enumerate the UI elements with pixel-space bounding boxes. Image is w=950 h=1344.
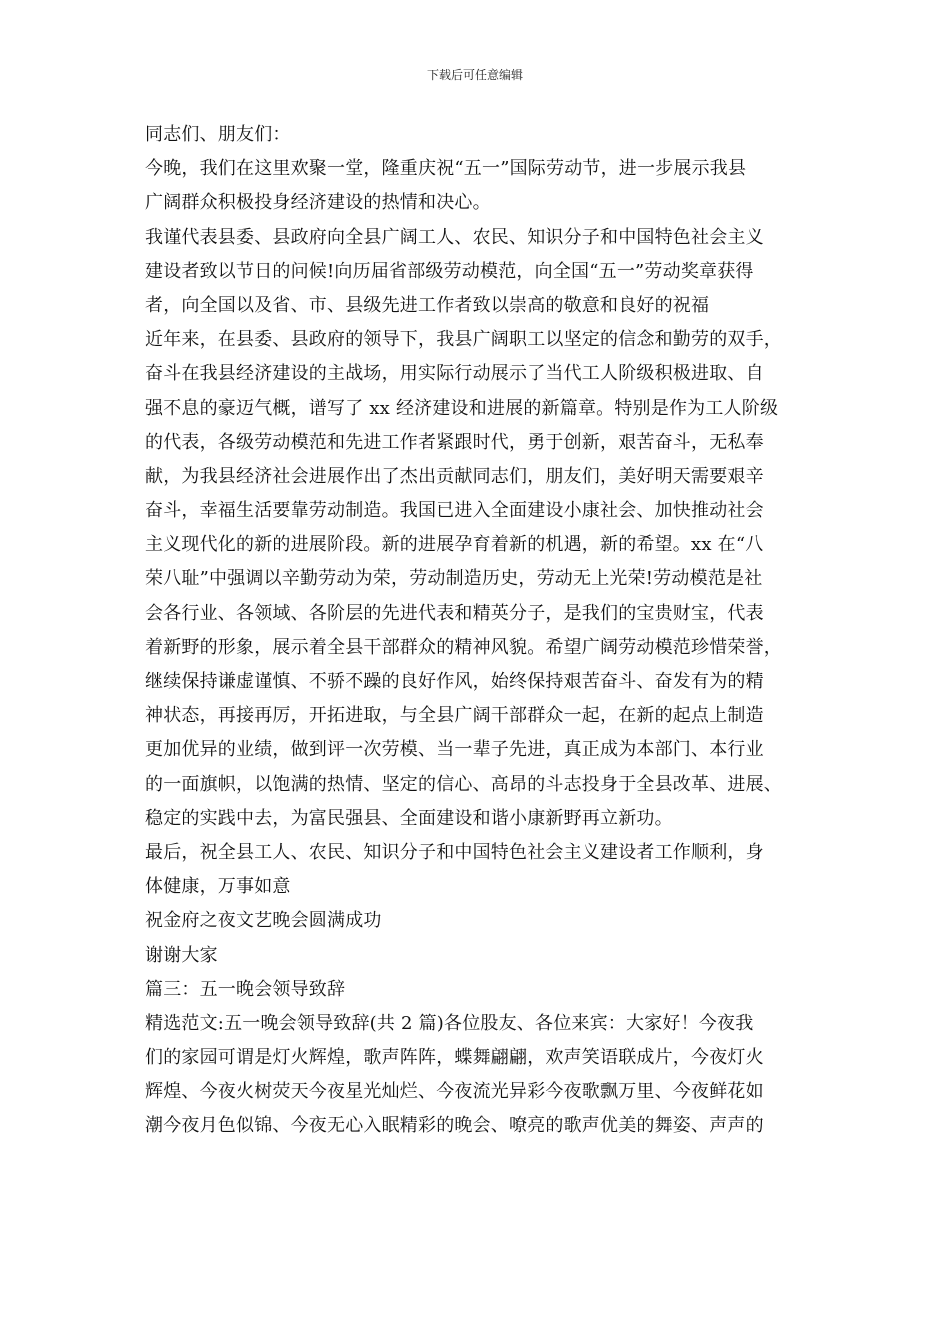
document-body — [145, 118, 825, 1144]
text-line: 近年来，在县委、县政府的领导下，我县广阔职工以坚定的信念和勤劳的双手， — [145, 329, 782, 351]
text-line: 奋斗，幸福生活要靠劳动制造。我国已进入全面建设小康社会、加快推动社会 — [145, 500, 764, 522]
text-line: 们的家园可谓是灯火辉煌，歌声阵阵，蝶舞翩翩，欢声笑语联成片，今夜灯火 — [145, 1047, 764, 1069]
text-line: 潮今夜月色似锦、今夜无心入眠精彩的晚会、嘹亮的歌声优美的舞姿、声声的 — [145, 1115, 764, 1137]
text-line: 精选范文:五一晚会领导致辞(共 2 篇)各位股友、各位来宾：大家好！今夜我 — [145, 1012, 754, 1034]
page-header: 下载后可任意编辑 — [426, 68, 523, 82]
text-line: 的一面旗帜，以饱满的热情、坚定的信心、高昂的斗志投身于全县改革、进展、 — [145, 773, 782, 795]
text-line: 着新野的形象，展示着全县干部群众的精神风貌。希望广阔劳动模范珍惜荣誉， — [145, 636, 782, 658]
text-line: 体健康，万事如意 — [145, 876, 291, 898]
text-line: 献，为我县经济社会进展作出了杰出贡献同志们，朋友们，美好明天需要艰辛 — [145, 465, 764, 487]
text-line: 会各行业、各领域、各阶层的先进代表和精英分子，是我们的宝贵财宝，代表 — [145, 602, 764, 624]
text-line: 的代表，各级劳动模范和先进工作者紧跟时代，勇于创新，艰苦奋斗，无私奉 — [145, 431, 764, 453]
text-line: 建设者致以节日的问候!向历届省部级劳动模范，向全国“五一”劳动奖章获得 — [145, 260, 754, 282]
text-line: 稳定的实践中去，为富民强县、全面建设和谐小康新野再立新功。 — [145, 807, 673, 829]
text-line: 更加优异的业绩，做到评一次劳模、当一辈子先进，真正成为本部门、本行业 — [145, 739, 764, 761]
text-line: 主义现代化的新的进展阶段。新的进展孕育着新的机遇，新的希望。xx 在“八 — [145, 534, 764, 556]
text-line: 今晚，我们在这里欢聚一堂，隆重庆祝“五一”国际劳动节，进一步展示我县 — [145, 158, 747, 180]
text-line: 奋斗在我县经济建设的主战场，用实际行动展示了当代工人阶级积极进取、自 — [145, 363, 764, 385]
text-line: 最后，祝全县工人、农民、知识分子和中国特色社会主义建设者工作顺利，身 — [145, 841, 764, 863]
text-line: 强不息的豪迈气概，谱写了 xx 经济建设和进展的新篇章。特别是作为工人阶级 — [145, 397, 779, 419]
text-line: 谢谢大家 — [145, 944, 218, 966]
text-line: 神状态，再接再厉，开拓进取，与全县广阔干部群众一起，在新的起点上制造 — [145, 705, 764, 727]
text-line: 同志们、朋友们： — [145, 124, 291, 145]
text-line: 继续保持谦虚谨慎、不骄不躁的良好作风，始终保持艰苦奋斗、奋发有为的精 — [145, 671, 764, 692]
text-line: 我谨代表县委、县政府向全县广阔工人、农民、知识分子和中国特色社会主义 — [145, 226, 764, 248]
section-heading: 篇三：五一晚会领导致辞 — [145, 978, 346, 1000]
text-line: 者，向全国以及省、市、县级先进工作者致以崇高的敬意和良好的祝福 — [145, 294, 710, 316]
text-line: 祝金府之夜文艺晚会圆满成功 — [145, 910, 382, 932]
text-line: 辉煌、今夜火树荧天今夜星光灿烂、今夜流光异彩今夜歌飘万里、今夜鲜花如 — [145, 1081, 764, 1103]
text-line: 荣八耻”中强调以辛勤劳动为荣，劳动制造历史，劳动无上光荣!劳动模范是社 — [145, 568, 763, 590]
text-line: 广阔群众积极投身经济建设的热情和决心。 — [145, 192, 491, 214]
